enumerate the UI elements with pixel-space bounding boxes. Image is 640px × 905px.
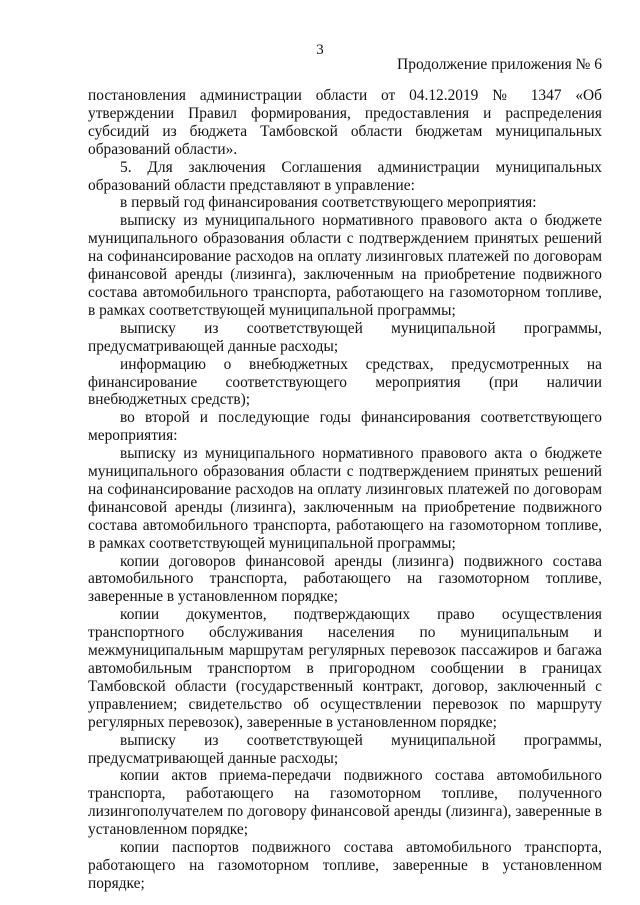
paragraph: копии паспортов подвижного состава автомобильного транспорта, работающего на газомоторном топливе, заверенные в установленном порядке; [88,839,602,892]
paragraph: информацию о внебюджетных средствах, предусмотренных на финансирование соответствующего мероприятия (при наличии внебюджетных средств); [88,355,602,409]
paragraph: выписку из соответствующей муниципальной программы, предусматривающей данные расходы; [88,319,602,355]
paragraph: выписку из соответствующей муниципальной программы, предусматривающей данные расходы; [88,731,602,767]
paragraph: выписку из муниципального нормативного правового акта о бюджете муниципального образования области с подтверждением принятых решений на софинансирование расходов на оплату лизинговых платежей по договорам финансовой аренды (лизинга), заключенным на приобретение подвижного состава автомобильного транспорта, работающего на газомоторном топливе, в рамках соответствующей муниципальной программы; [88,212,602,319]
appendix-continuation-header: Продолжение приложения № 6 [397,56,602,73]
paragraph: копии документов, подтверждающих право осуществления транспортного обслуживания населения по муниципальным и межмуниципальным маршрутам регулярных перевозок пассажиров и багажа автомобильным транспортом в пригородном сообщении в границах Тамбовской области (государственный контракт, договор, заключенный с управлением; свидетельство об осуществлении перевозок по маршруту регулярных перевозок), заверенные в установленном порядке; [88,606,602,731]
document-body [88,87,602,893]
paragraph: в первый год финансирования соответствующего мероприятия: [120,194,537,212]
paragraph: выписку из муниципального нормативного правового акта о бюджете муниципального образования области с подтверждением принятых решений на софинансирование расходов на оплату лизинговых платежей по договорам финансовой аренды (лизинга), заключенным на приобретение подвижного состава автомобильного транспорта, работающего на газомоторном топливе, в рамках соответствующей муниципальной программы; [88,445,602,552]
paragraph: 5. Для заключения Соглашения администрации муниципальных образований области представляют в управление: [88,158,602,194]
paragraph: копии актов приема-передачи подвижного состава автомобильного транспорта, работающего на газомоторном топливе, полученного лизингополучателем по договору финансовой аренды (лизинга), заверенные в установленном порядке; [88,767,602,839]
page-number: 3 [316,42,324,58]
paragraph: во второй и последующие годы финансирования соответствующего мероприятия: [88,409,602,445]
paragraph: постановления администрации области от 04.12.2019 № 1347 «Об утверждении Правил формирования, предоставления и распределения субсидий из бюджета Тамбовской области бюджетам муниципальных образований области». [88,87,602,158]
paragraph: копии договоров финансовой аренды (лизинга) подвижного состава автомобильного транспорта, работающего на газомоторном топливе, заверенные в установленном порядке; [88,552,602,606]
